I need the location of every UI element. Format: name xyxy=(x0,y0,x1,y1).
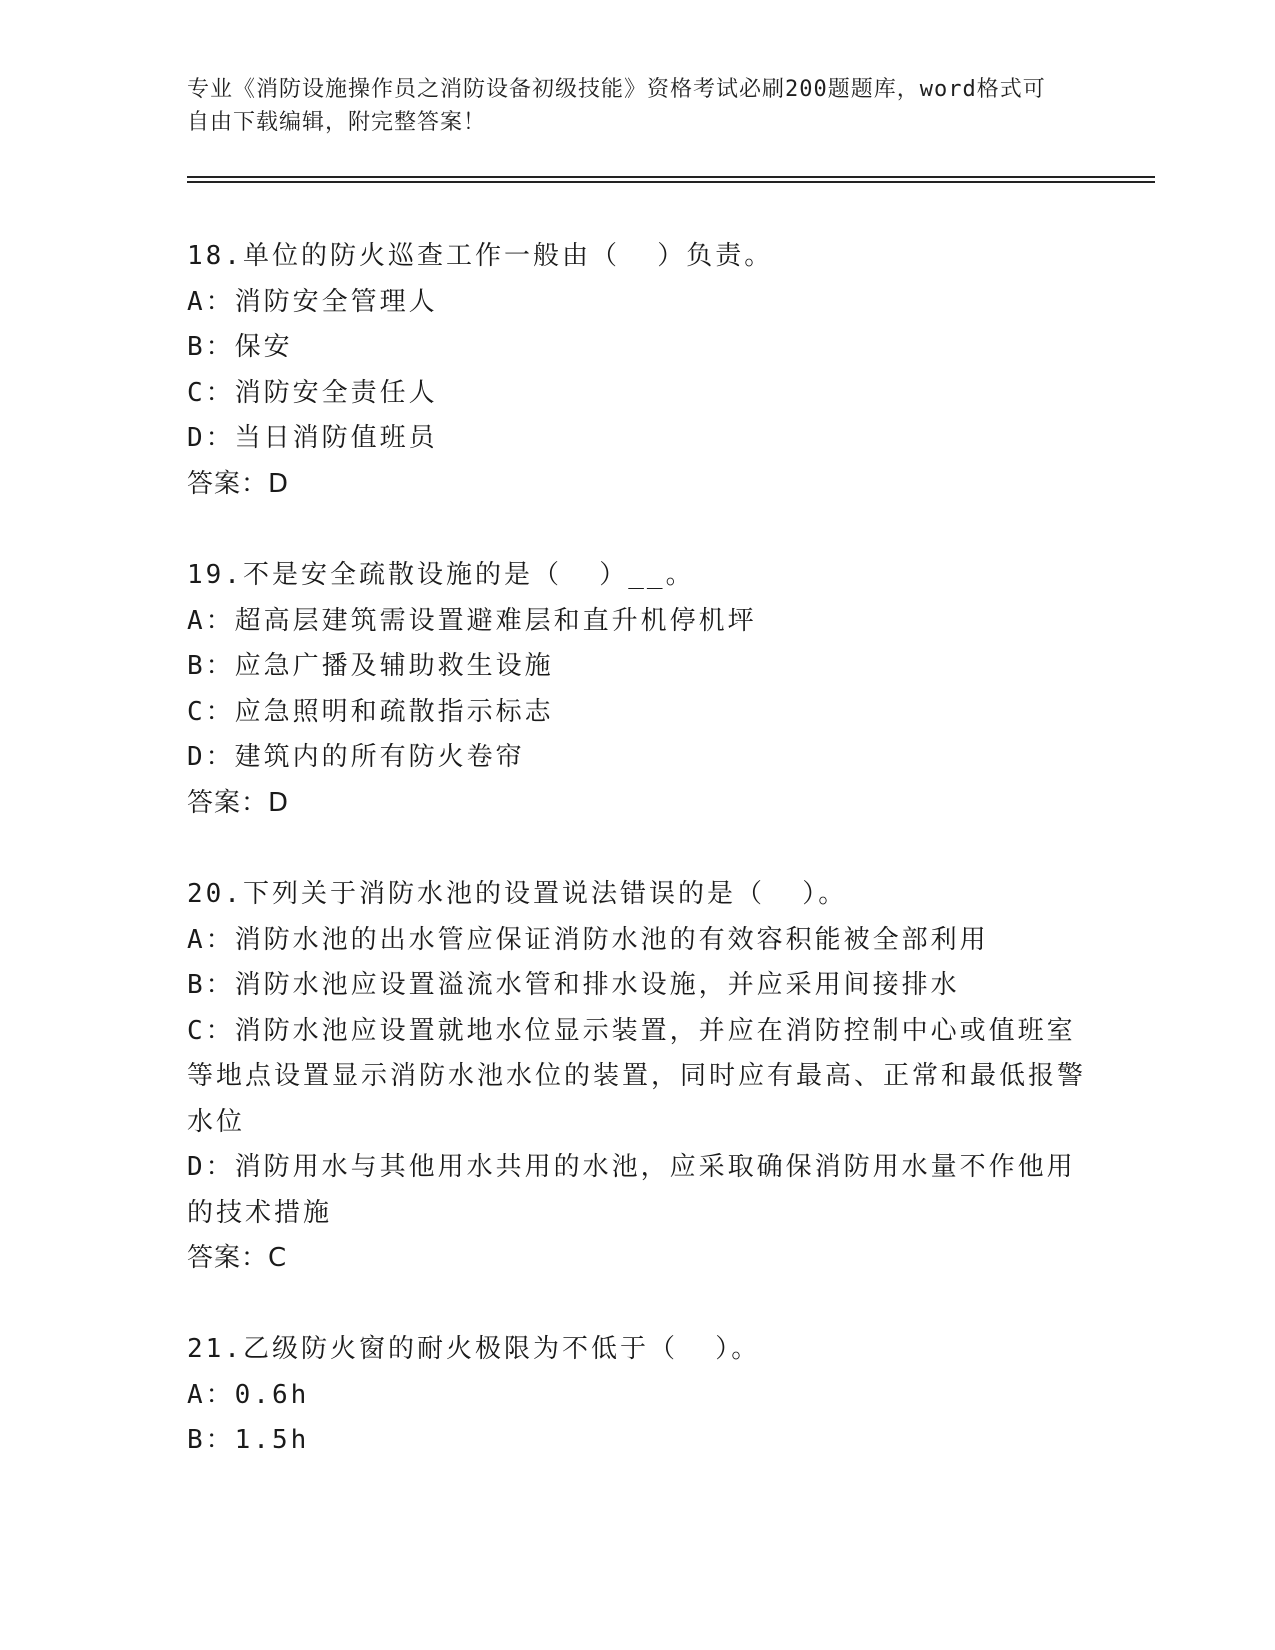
option-d: D：当日消防值班员 xyxy=(187,423,438,453)
question-20 xyxy=(187,872,1087,1282)
option-a: A：0.6h xyxy=(187,1379,310,1410)
option-b: B：1.5h xyxy=(187,1425,310,1455)
document-header: 专业《消防设施操作员之消防设备初级技能》资格考试必刷200题题库，word格式可自由下载编辑，附完整答案！ xyxy=(187,77,1046,135)
header-divider-bottom xyxy=(187,181,1155,183)
header-divider-top xyxy=(187,176,1155,178)
answer: 答案：D xyxy=(187,787,290,818)
answer: 答案：D xyxy=(187,468,290,499)
question-19 xyxy=(187,553,1087,826)
option-d: D：建筑内的所有防火卷帘 xyxy=(187,742,525,772)
option-c: C：消防水池应设置就地水位显示装置，并应在消防控制中心或值班室等地点设置显示消防水池水位的装置，同时应有最高、正常和最低报警水位 xyxy=(187,1015,1087,1137)
option-b: B：应急广播及辅助救生设施 xyxy=(187,651,554,681)
option-c: C：应急照明和疏散指示标志 xyxy=(187,696,554,727)
option-b: B：保安 xyxy=(187,332,293,362)
option-d: D：消防用水与其他用水共用的水池，应采取确保消防用水量不作他用的技术措施 xyxy=(187,1152,1076,1228)
question-stem: 19.不是安全疏散设施的是（ ）__。 xyxy=(187,560,695,590)
option-a: A：消防安全管理人 xyxy=(187,286,438,317)
option-a: A：消防水池的出水管应保证消防水池的有效容积能被全部利用 xyxy=(187,924,989,955)
question-stem: 20.下列关于消防水池的设置说法错误的是（ ）。 xyxy=(187,879,848,909)
answer: 答案：C xyxy=(187,1243,288,1273)
question-21 xyxy=(187,1327,1087,1464)
option-a: A：超高层建筑需设置避难层和直升机停机坪 xyxy=(187,605,757,636)
option-c: C：消防安全责任人 xyxy=(187,377,438,408)
question-18 xyxy=(187,234,1087,507)
option-b: B：消防水池应设置溢流水管和排水设施，并应采用间接排水 xyxy=(187,970,960,1000)
question-stem: 18.单位的防火巡查工作一般由（ ）负责。 xyxy=(187,241,774,271)
question-stem: 21.乙级防火窗的耐火极限为不低于（ ）。 xyxy=(187,1334,761,1364)
